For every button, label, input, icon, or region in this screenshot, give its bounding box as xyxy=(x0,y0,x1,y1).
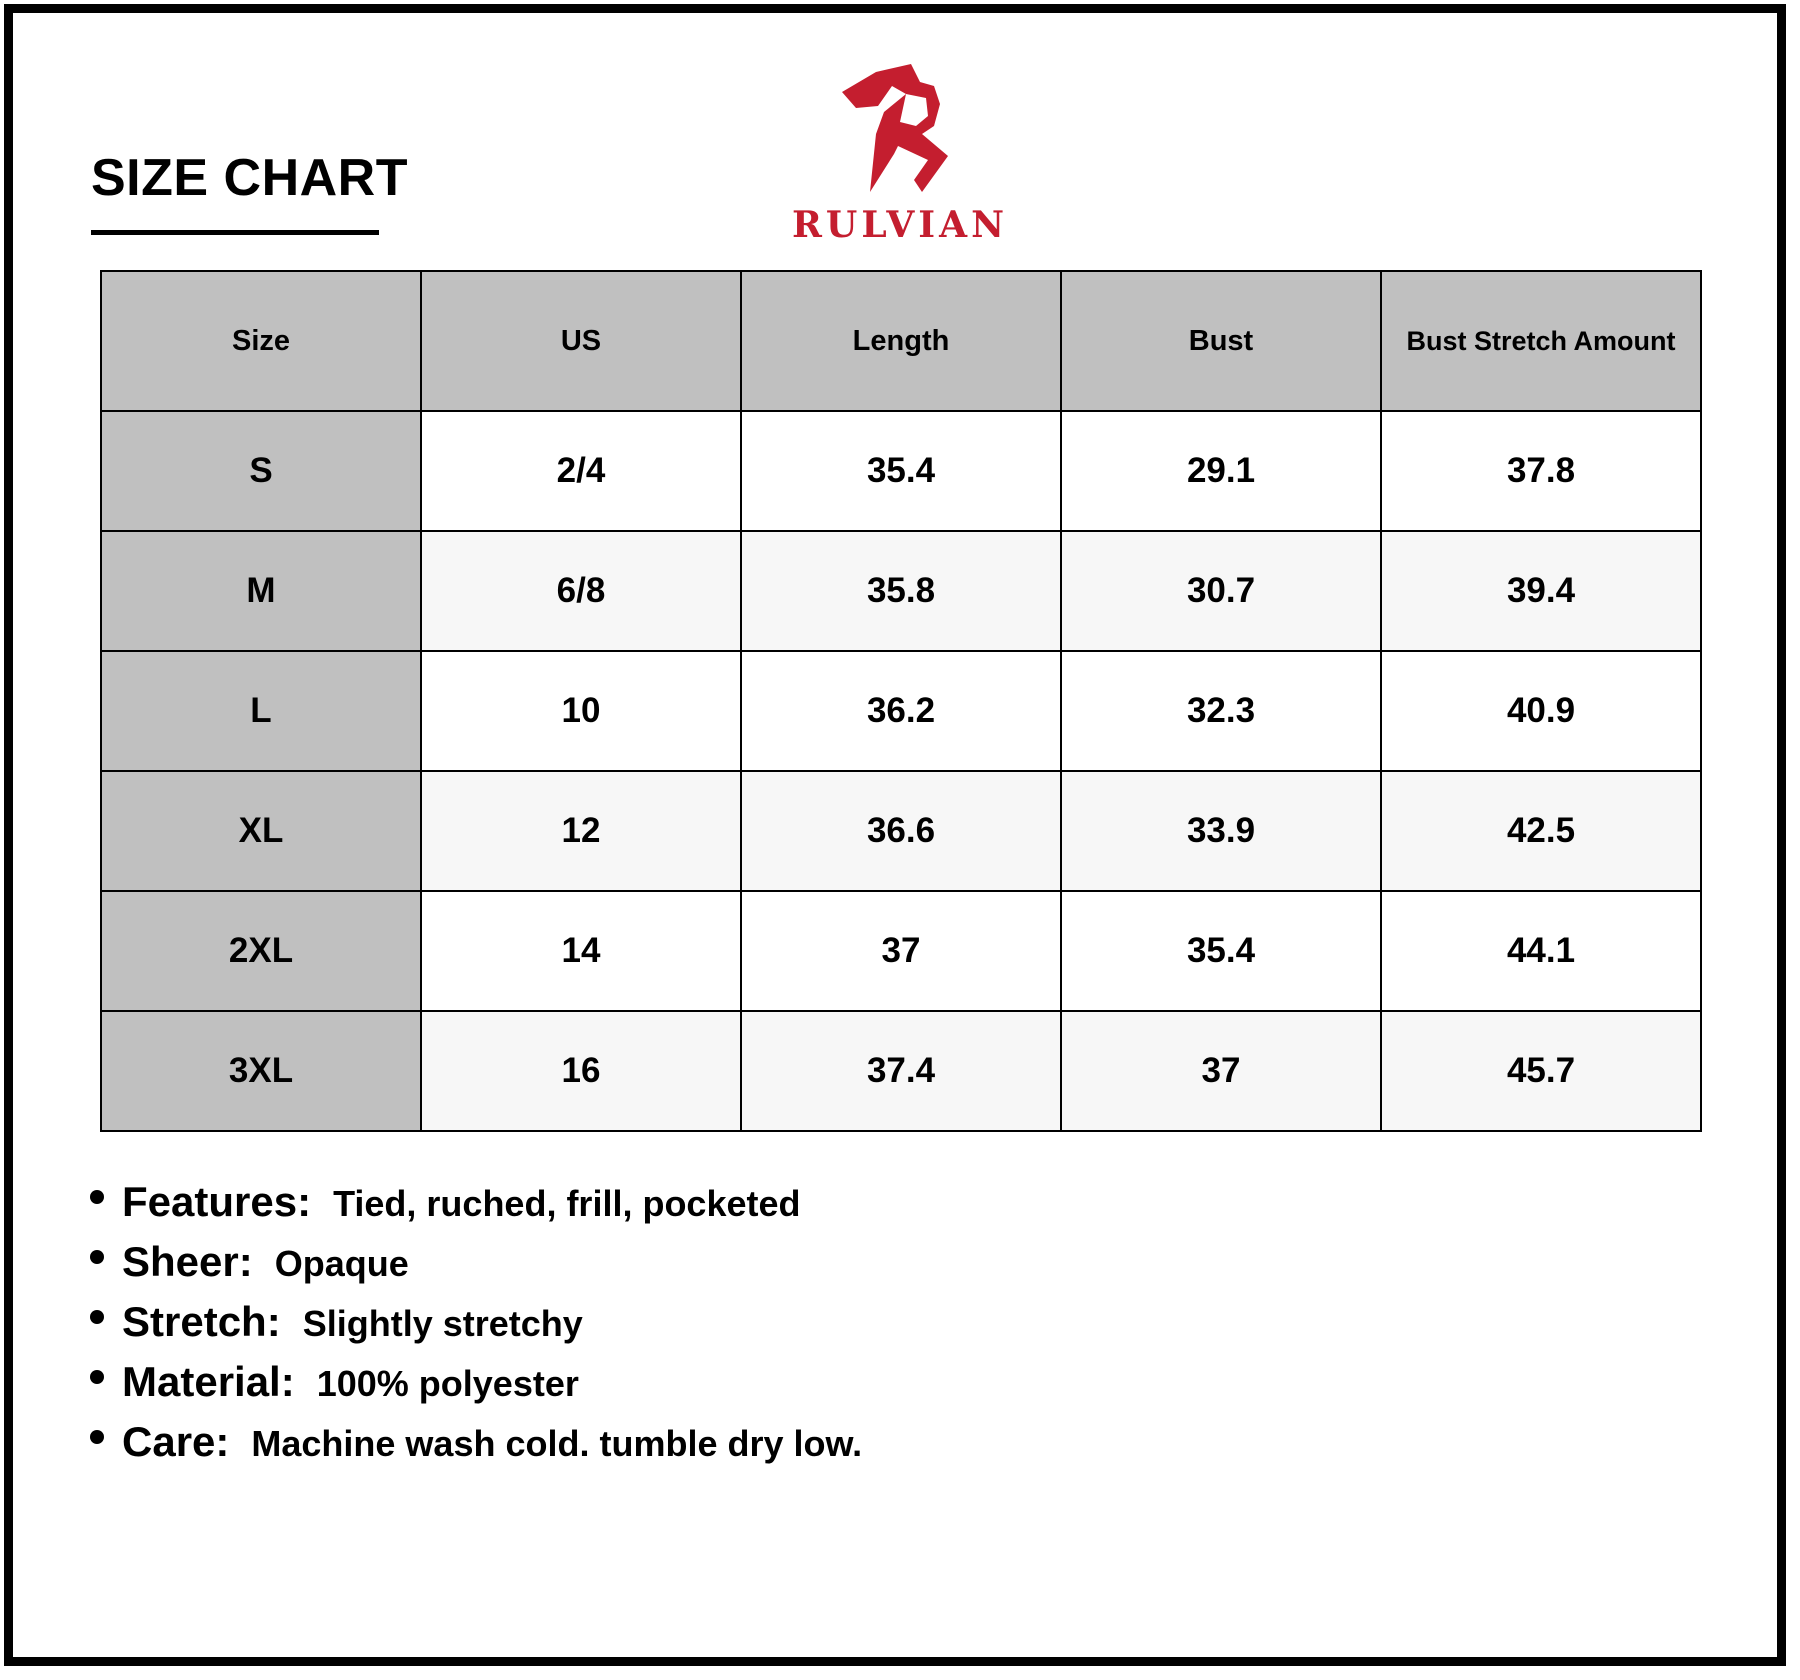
detail-item xyxy=(90,1298,862,1358)
table-cell: 14 xyxy=(421,891,741,1011)
bullet-icon xyxy=(90,1430,104,1444)
page-title: SIZE CHART xyxy=(91,149,408,207)
size-cell: L xyxy=(101,651,421,771)
column-header: US xyxy=(421,271,741,411)
table-header-row xyxy=(101,271,1701,411)
bullet-icon xyxy=(90,1370,104,1384)
table-cell: 32.3 xyxy=(1061,651,1381,771)
table-row xyxy=(101,1011,1701,1131)
title-underline xyxy=(91,230,379,235)
table-cell: 6/8 xyxy=(421,531,741,651)
table-cell: 40.9 xyxy=(1381,651,1701,771)
table-cell: 39.4 xyxy=(1381,531,1701,651)
bullet-icon xyxy=(90,1190,104,1204)
table-cell: 35.4 xyxy=(1061,891,1381,1011)
detail-label: Stretch: xyxy=(122,1298,281,1345)
table-cell: 44.1 xyxy=(1381,891,1701,1011)
size-table xyxy=(100,270,1702,1132)
detail-item xyxy=(90,1178,862,1238)
column-header: Bust xyxy=(1061,271,1381,411)
table-cell: 10 xyxy=(421,651,741,771)
detail-label: Care: xyxy=(122,1418,230,1465)
table-cell: 35.8 xyxy=(741,531,1061,651)
column-header: Size xyxy=(101,271,421,411)
table-row xyxy=(101,411,1701,531)
size-cell: M xyxy=(101,531,421,651)
detail-label: Material: xyxy=(122,1358,295,1405)
table-cell: 30.7 xyxy=(1061,531,1381,651)
table-cell: 16 xyxy=(421,1011,741,1131)
column-header: Length xyxy=(741,271,1061,411)
detail-label: Sheer: xyxy=(122,1238,253,1285)
detail-item xyxy=(90,1358,862,1418)
detail-item xyxy=(90,1238,862,1298)
size-cell: XL xyxy=(101,771,421,891)
table-row xyxy=(101,771,1701,891)
table-row xyxy=(101,651,1701,771)
column-header: Bust Stretch Amount xyxy=(1381,271,1701,411)
detail-value: Machine wash cold. tumble dry low. xyxy=(251,1423,863,1464)
bullet-icon xyxy=(90,1250,104,1264)
table-cell: 37.4 xyxy=(741,1011,1061,1131)
table-cell: 36.2 xyxy=(741,651,1061,771)
table-cell: 37 xyxy=(1061,1011,1381,1131)
table-cell: 36.6 xyxy=(741,771,1061,891)
detail-item xyxy=(90,1418,862,1478)
detail-value: Opaque xyxy=(274,1243,409,1284)
table-cell: 42.5 xyxy=(1381,771,1701,891)
table-row xyxy=(101,531,1701,651)
brand-name: RULVIAN xyxy=(792,204,1008,246)
product-details-list xyxy=(90,1178,862,1478)
table-cell: 12 xyxy=(421,771,741,891)
size-cell: S xyxy=(101,411,421,531)
detail-value: Tied, ruched, frill, pocketed xyxy=(333,1183,801,1224)
table-cell: 37 xyxy=(741,891,1061,1011)
table-cell: 33.9 xyxy=(1061,771,1381,891)
table-cell: 45.7 xyxy=(1381,1011,1701,1131)
detail-value: Slightly stretchy xyxy=(302,1303,583,1344)
brand-logo xyxy=(780,64,1020,254)
table-cell: 35.4 xyxy=(741,411,1061,531)
table-row xyxy=(101,891,1701,1011)
bullet-icon xyxy=(90,1310,104,1324)
detail-value: 100% polyester xyxy=(316,1363,579,1404)
table-cell: 2/4 xyxy=(421,411,741,531)
size-cell: 3XL xyxy=(101,1011,421,1131)
brand-r-icon xyxy=(836,64,966,199)
table-cell: 37.8 xyxy=(1381,411,1701,531)
size-cell: 2XL xyxy=(101,891,421,1011)
detail-label: Features: xyxy=(122,1178,312,1225)
table-cell: 29.1 xyxy=(1061,411,1381,531)
